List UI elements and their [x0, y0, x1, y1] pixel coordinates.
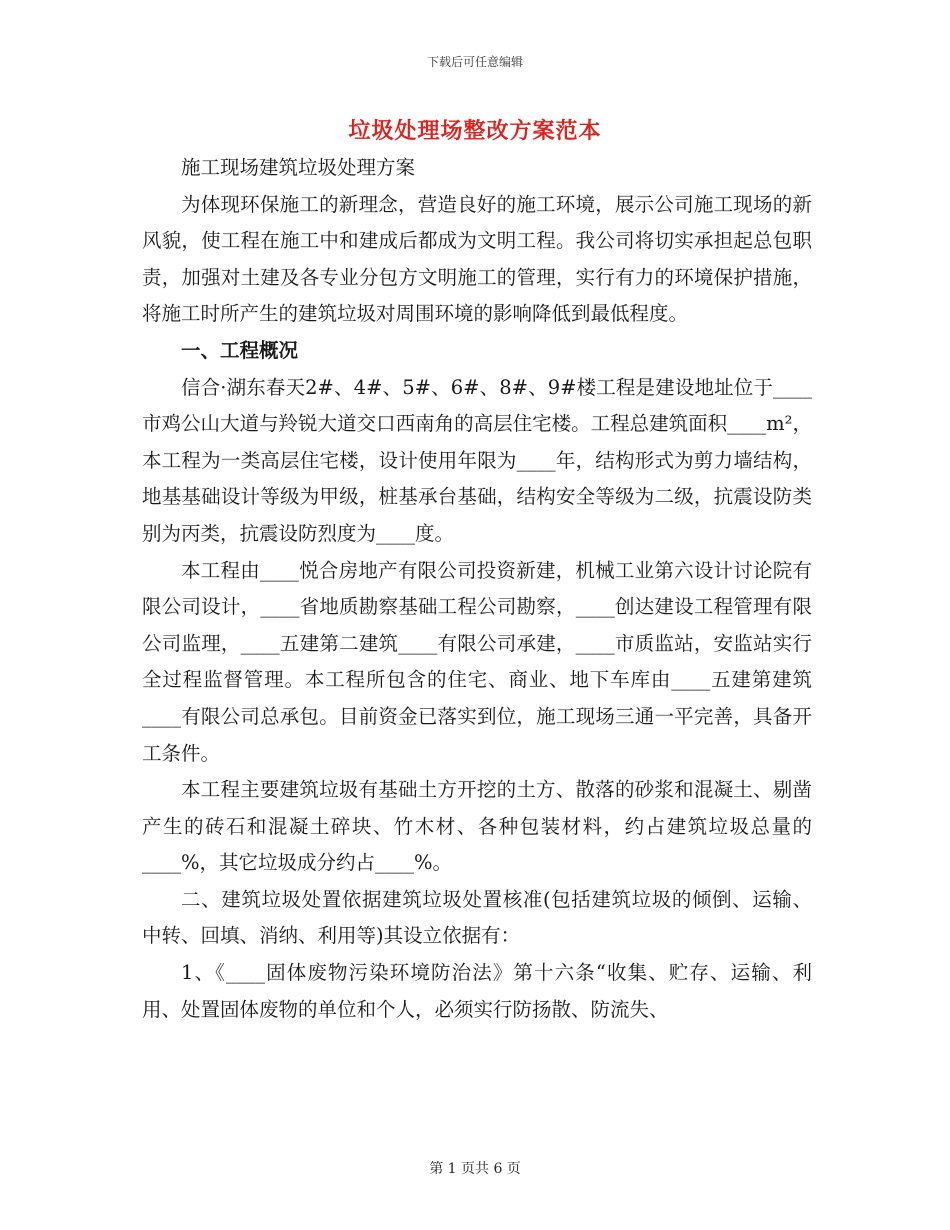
overview-paragraph: 信合·湖东春天2#、4#、5#、6#、8#、9#楼工程是建设地址位于____市鸡公山大道与羚锐大道交口西南角的高层住宅楼。工程总建筑面积____m²，本工程为一类高层住宅楼，设计使用年限为____年，结构形式为剪力墙结构，地基基础设计等级为甲级，桩基承台基础，结构安全等级为二级，抗震设防类别为丙类，抗震设防烈度为____度。 [142, 375, 812, 545]
section-heading-overview: 一、工程概况 [181, 338, 299, 362]
basis-paragraph: 二、建筑垃圾处置依据建筑垃圾处置核准(包括建筑垃圾的倾倒、运输、中转、回填、消纳、利用等)其设立依据有： [142, 887, 812, 948]
law-paragraph: 1、《____固体废物污染环境防治法》第十六条“收集、贮存、运输、利用、处置固体废物的单位和个人，必须实行防扬散、防流失、 [142, 961, 812, 1021]
document-body [142, 150, 812, 1028]
document-title: 垃圾处理场整改方案范本 [348, 118, 602, 144]
header-note: 下载后可任意编辑 [426, 55, 523, 69]
parties-paragraph: 本工程由____悦合房地产有限公司投资新建，机械工业第六设计讨论院有限公司设计，____省地质勘察基础工程公司勘察，____创达建设工程管理有限公司监理，____五建第二建筑____有限公司承建，____市质监站，安监站实行全过程监督管理。本工程所包含的住宅、商业、地下车库由____五建第建筑____有限公司总承包。目前资金已落实到位，施工现场三通一平完善，具备开工条件。 [142, 558, 812, 765]
subtitle-paragraph: 施工现场建筑垃圾处理方案 [181, 156, 416, 179]
page-footer: 第 1 页共 6 页 [429, 1161, 521, 1177]
waste-paragraph: 本工程主要建筑垃圾有基础土方开挖的土方、散落的砂浆和混凝土、剔凿产生的砖石和混凝土碎块、竹木材、各种包装材料，约占建筑垃圾总量的____%，其它垃圾成分约占____%。 [142, 778, 812, 875]
intro-paragraph: 为体现环保施工的新理念，营造良好的施工环境，展示公司施工现场的新风貌，使工程在施工中和建成后都成为文明工程。我公司将切实承担起总包职责，加强对土建及各专业分包方文明施工的管理，实行有力的环境保护措施，将施工时所产生的建筑垃圾对周围环境的影响降低到最低程度。 [142, 192, 812, 326]
